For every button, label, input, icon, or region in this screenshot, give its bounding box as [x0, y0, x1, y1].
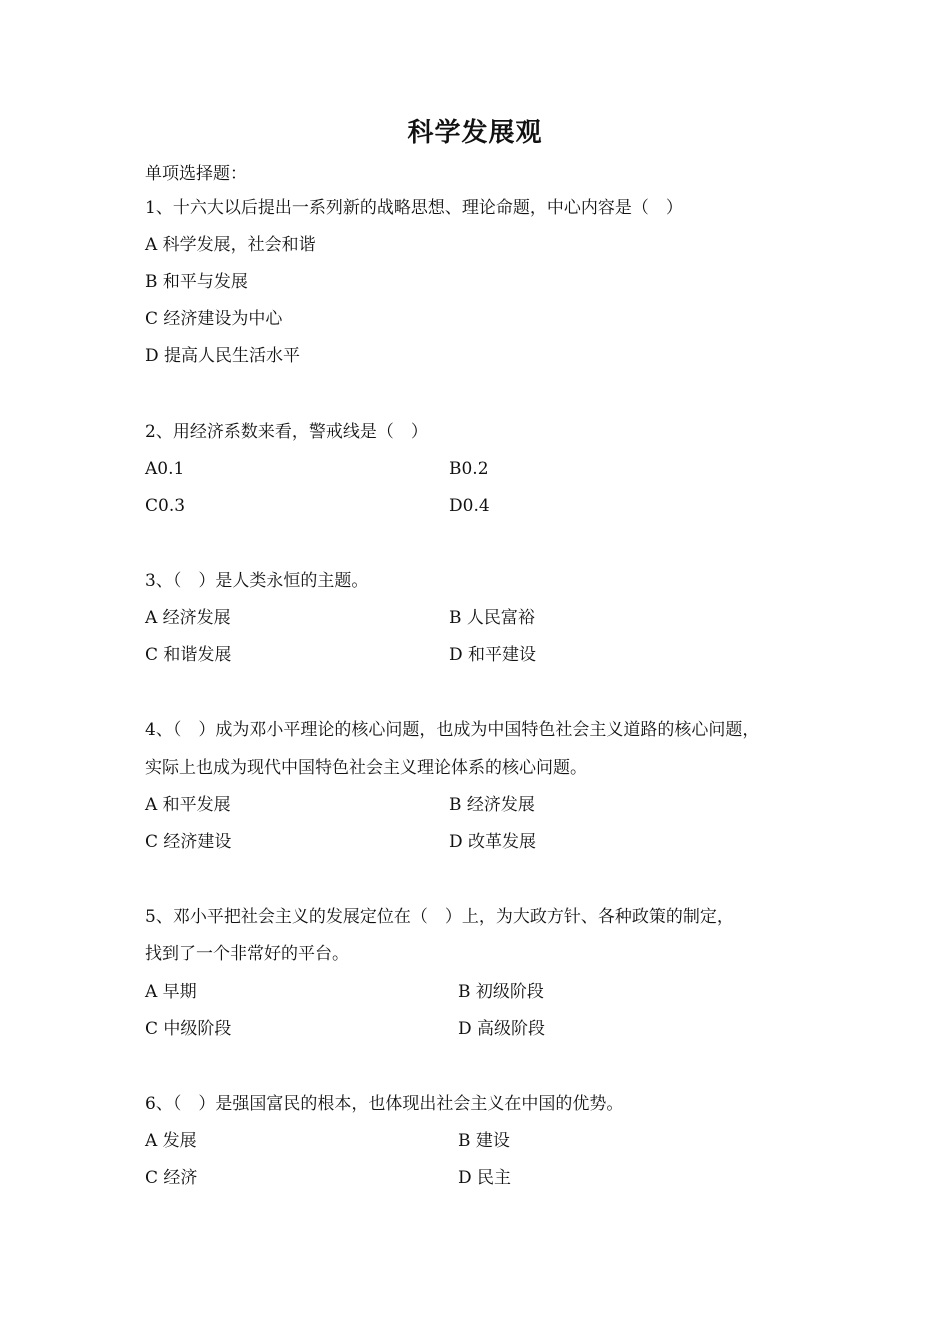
question-stem: 6、（ ）是强国富民的根本，也体现出社会主义在中国的优势。 [145, 1094, 624, 1114]
question-stem: 1、十六大以后提出一系列新的战略思想、理论命题，中心内容是（ ） [145, 198, 683, 218]
question-stem-line-2: 找到了一个非常好的平台。 [145, 944, 349, 964]
question-stem-line-1: 5、邓小平把社会主义的发展定位在（ ）上，为大政方针、各种政策的制定， [145, 907, 734, 927]
option-b: B 初级阶段 [458, 982, 544, 1002]
option-c: C 中级阶段 [145, 1019, 232, 1039]
option-d: D 和平建设 [449, 645, 537, 665]
question-stem: 2、用经济系数来看，警戒线是（ ） [145, 422, 428, 442]
question-stem: 3、（ ）是人类永恒的主题。 [145, 571, 369, 591]
option-a: A 科学发展，社会和谐 [145, 235, 316, 255]
option-d: D 高级阶段 [458, 1019, 546, 1039]
option-c: C 和谐发展 [145, 645, 232, 665]
option-a: A 经济发展 [145, 608, 231, 628]
option-b: B 建设 [458, 1131, 510, 1151]
option-b: B 经济发展 [449, 795, 535, 815]
option-c: C0.3 [145, 496, 186, 516]
option-c: C 经济建设 [145, 832, 232, 852]
question-stem-line-1: 4、（ ）成为邓小平理论的核心问题，也成为中国特色社会主义道路的核心问题， [145, 720, 760, 740]
option-b: B0.2 [449, 459, 489, 479]
option-b: B 人民富裕 [449, 608, 535, 628]
document-title: 科学发展观 [407, 118, 543, 148]
option-d: D 民主 [458, 1168, 512, 1188]
question-stem-line-2: 实际上也成为现代中国特色社会主义理论体系的核心问题。 [145, 758, 587, 778]
option-a: A 和平发展 [145, 795, 231, 815]
option-b: B 和平与发展 [145, 272, 248, 292]
option-d: D 提高人民生活水平 [145, 346, 301, 366]
option-c: C 经济建设为中心 [145, 309, 283, 329]
section-heading: 单项选择题： [145, 164, 247, 184]
option-a: A 早期 [145, 982, 197, 1002]
option-d: D0.4 [449, 496, 490, 516]
option-c: C 经济 [145, 1168, 198, 1188]
option-a: A 发展 [145, 1131, 197, 1151]
option-d: D 改革发展 [449, 832, 537, 852]
option-a: A0.1 [145, 459, 185, 479]
